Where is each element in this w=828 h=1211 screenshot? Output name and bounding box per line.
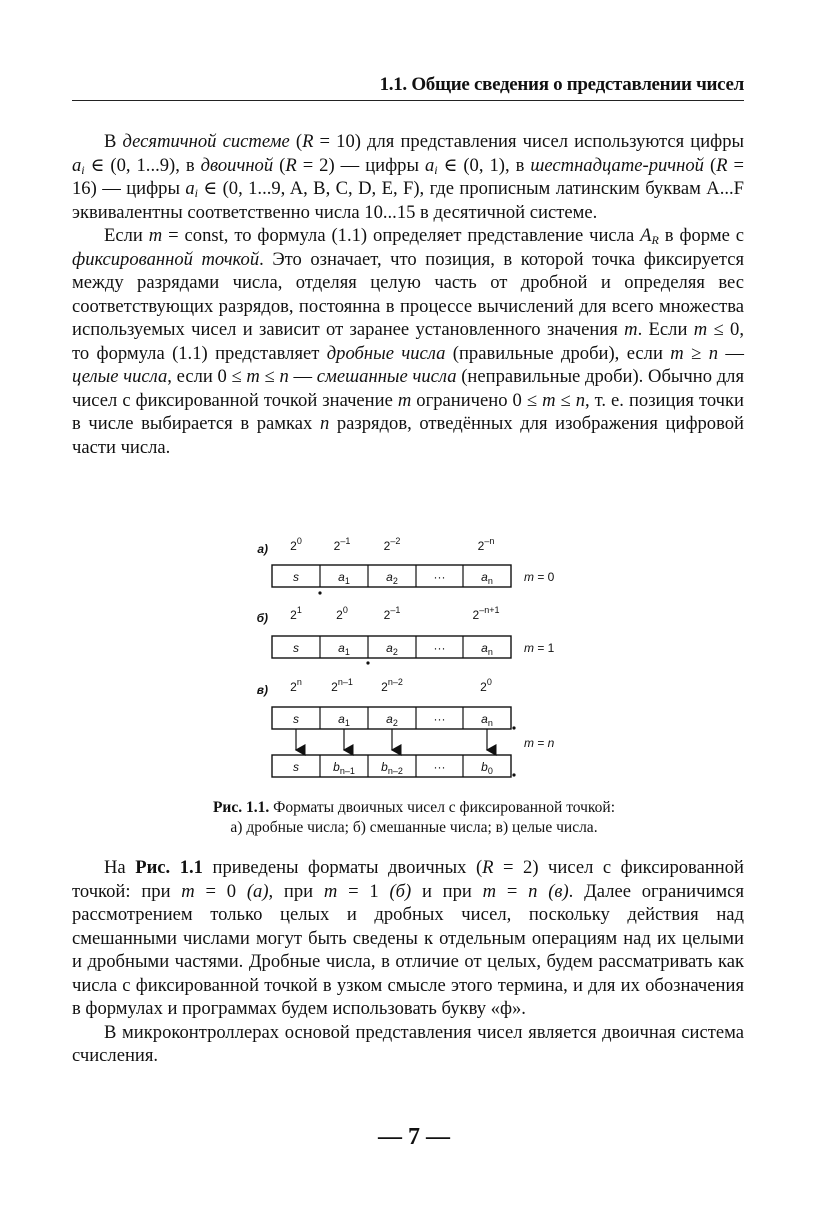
caption-ref: Рис. 1.1. bbox=[212, 799, 270, 816]
panel-b-power-label: $2^0$ bbox=[336, 605, 348, 622]
panel-c-power-label: $2^0$ bbox=[480, 677, 492, 694]
panel-c-power-label: 2$^{n-2}$ bbox=[381, 677, 403, 694]
panel-a-register bbox=[272, 565, 511, 587]
panel-b-cell-label: $a_n$ bbox=[481, 641, 493, 657]
panel-a-label: а) bbox=[257, 542, 268, 556]
panel-a-power-label: $2^{-1}$ bbox=[333, 536, 351, 553]
panel-c-bottom-cell-label: $b_0$ bbox=[481, 760, 493, 776]
header-rule bbox=[72, 100, 744, 101]
panel-c-bottom-cell-label: s bbox=[293, 760, 299, 774]
caption-line-1 bbox=[0, 798, 828, 818]
panel-a-cell-label: s bbox=[293, 570, 299, 584]
panel-b-binary-point bbox=[366, 661, 369, 664]
panel-a-power-label: $2^{-2}$ bbox=[383, 536, 401, 553]
panel-c-binary-point-top bbox=[512, 726, 515, 729]
panel-b-power-label: $2^1$ bbox=[290, 605, 302, 622]
panel-c-label: в) bbox=[256, 683, 268, 697]
panel-c-top-cell-label: $a_1$ bbox=[338, 712, 350, 728]
page-number: — 7 — bbox=[378, 1124, 450, 1150]
panel-c-top-cell-label: s bbox=[293, 712, 299, 726]
panel-c-bottom-cell-label: $b_{n-1}$ bbox=[333, 760, 355, 776]
panel-a-cell-label: ··· bbox=[433, 570, 446, 584]
panel-c-top-cell-label: $a_2$ bbox=[386, 712, 398, 728]
panel-b-cell-label: ··· bbox=[433, 641, 446, 655]
panel-a-cell-label: $a_1$ bbox=[338, 570, 350, 586]
panel-b-power-label: $2^{-n+1}$ bbox=[472, 605, 500, 622]
caption-title: Форматы двоичных чисел с фиксированной точкой: bbox=[269, 799, 616, 816]
panel-b-cell-label: $a_2$ bbox=[386, 641, 398, 657]
body-text-lower bbox=[72, 856, 744, 1068]
panel-c-bottom-cell-label: ··· bbox=[433, 760, 446, 774]
caption-line-2: а) дробные числа; б) смешанные числа; в) целые числа. bbox=[230, 819, 598, 836]
panel-a-power-label: $2^0$ bbox=[290, 536, 302, 553]
running-head: 1.1. Общие сведения о представлении чисел bbox=[379, 74, 744, 95]
panel-b-cell-label: $a_1$ bbox=[338, 641, 350, 657]
panel-b-label: б) bbox=[256, 611, 268, 625]
panel-a-cell-label: $a_n$ bbox=[481, 570, 493, 586]
panel-c-m-label: m = n bbox=[524, 736, 555, 750]
panel-c-top-cell-label: $a_n$ bbox=[481, 712, 493, 728]
body-text-upper bbox=[72, 130, 744, 459]
paragraph: В десятичной системе (R = 10) для представления чисел используются цифры $a_i$ ∈ (0, 1...9), в двоичной (R = 2) — цифры $a_i$ ∈ (0, 1), в шестнадцате-ричной (R = 16) — цифры $a_i$ ∈ (0, 1...9, A, B, C, D, E, F), где прописным латинским буквам A...F эквивалентны соответственно числа 10...15 в десятичной системе. bbox=[72, 131, 745, 223]
panel-b-power-label: $2^{-1}$ bbox=[383, 605, 401, 622]
paragraph: Если m = const, то формула (1.1) определяет представление числа $A_R$ в форме с фиксированной точкой. Это означает, что позиция, в которой точка фиксируется между разрядами числа, отделяя целую часть от дробной и определяя вес соответствующих разрядов, постоянна в процессе вычислений для всего множества используемых чисел и зависит от заранее установленного значения m. Если m ≤ 0, то формула (1.1) представляет дробные числа (правильные дроби), если m ≥ n — целые числа, если 0 ≤ m ≤ n — смешанные числа (неправильные дроби). Обычно для чисел с фиксированной точкой значение m ограничено 0 ≤ m ≤ n, т. е. позиция точки в числе выбирается в рамках n разрядов, отведённых для изображения цифровой части числа. bbox=[72, 225, 745, 458]
panel-a-m-label: m = 0 bbox=[524, 570, 555, 584]
paragraph: На Рис. 1.1 приведены форматы двоичных (R = 2) чисел с фиксированной точкой: при m = 0 (а), при m = 1 (б) и при m = n (в). Далее ограничимся рассмотрением только целых и дробных чисел, поскольку действия над смешанными числами могут быть сведены к отдельным операциям над их целыми и дробными частями. Дробные числа, в отличие от целых, будем рассматривать как числа с фиксированной точкой в узком смысле этого термина, и для их обозначения в формулах и программах будем использовать букву «ф». bbox=[72, 857, 744, 1019]
panel-c-power-label: 2$^n$ bbox=[290, 677, 302, 694]
panel-b-cell-label: s bbox=[293, 641, 299, 655]
figure-caption bbox=[0, 798, 828, 838]
paragraph: В микроконтроллерах основой представления чисел является двоичная система счисления. bbox=[72, 1021, 744, 1066]
panel-c-power-label: 2$^{n-1}$ bbox=[331, 677, 353, 694]
panel-a-binary-point bbox=[318, 591, 321, 594]
panel-c-bottom-cell-label: $b_{n-2}$ bbox=[381, 760, 403, 776]
panel-c-top-register bbox=[272, 707, 511, 729]
panel-c-top-cell-label: ··· bbox=[433, 712, 446, 726]
panel-c-bottom-register bbox=[272, 755, 511, 777]
panel-b-m-label: m = 1 bbox=[524, 641, 555, 655]
panel-c-binary-point-bottom bbox=[512, 773, 515, 776]
panel-a-cell-label: $a_2$ bbox=[386, 570, 398, 586]
panel-a-power-label: $2^{-n}$ bbox=[477, 536, 495, 553]
panel-b-register bbox=[272, 636, 511, 658]
